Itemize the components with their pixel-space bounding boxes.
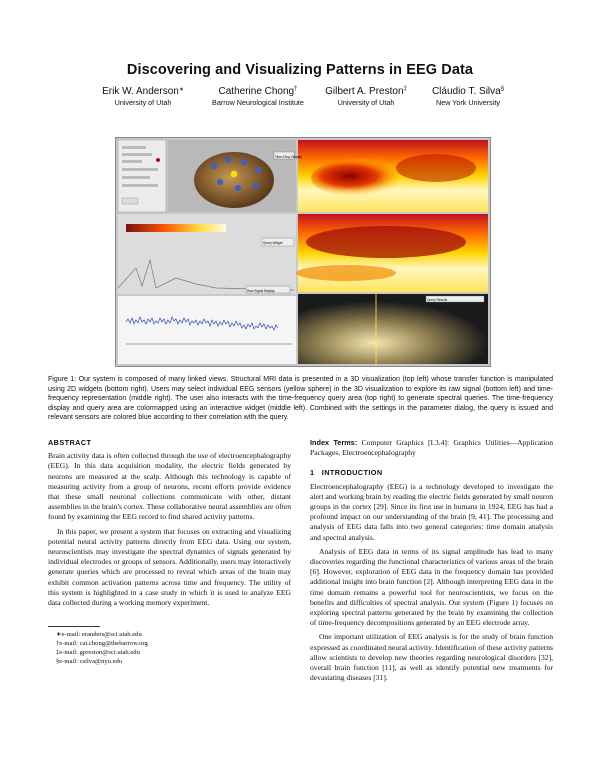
left-column xyxy=(48,438,291,612)
footnote: ‡e-mail: gpreston@sci.utah.edu xyxy=(56,649,140,656)
footnote: ∗e-mail: eranders@sci.utah.edu xyxy=(56,631,142,638)
footnote-rule xyxy=(48,626,100,627)
intro-number: 1 xyxy=(310,468,315,478)
abstract-paragraph: In this paper, we present a system that focuses on extracting and visualizing potential neural activity patterns directly from EEG data. Using our system, neuroscientists may investigate the spectral dynamics of signals generated by individual electrodes or groups of sensors. Additionally, users may interactively generate queries which are processed to reveal which areas of the brain may exhibit common activation patterns across time and frequency. The utility of this system is highlighted in a case study in which it is used to analyze EEG data collected during a working memory experiment. xyxy=(48,526,291,608)
author-name: Catherine Chong xyxy=(218,86,295,97)
index-terms-label: Index Terms: xyxy=(310,438,358,447)
label-query-results: Query Results xyxy=(427,298,448,302)
figure-1 xyxy=(115,137,491,367)
abstract-heading: ABSTRACT xyxy=(48,438,92,447)
right-column xyxy=(310,438,553,687)
intro-paragraph: Electroencephalography (EEG) is a technology developed to investigate the alert and working brain by reading the electric fields generated by small neuron groups in the cortex [29]. Since its first use in humans in 1924, EEG has had a profound impact on our understanding of the brain [9, 41]. The processing and analysis of EEG data falls into two general categories: time domain analysis and spectral analysis. xyxy=(310,481,553,542)
intro-paragraph: One important utilization of EEG analysis is for the study of brain function expressed as coordinated neural activity. Identification of these activity patterns allow scientists to develop new theories regarding neurological disorders [32], overall brain function [11], as well as identify potential new treatments for devastating diseases [31]. xyxy=(310,632,553,683)
intro-title: INTRODUCTION xyxy=(321,468,383,478)
author-name: Gilbert A. Preston xyxy=(325,86,404,97)
footnote: †e-mail: cat.chong@thebarrow.org xyxy=(56,640,148,647)
author-affiliation: University of Utah xyxy=(114,98,172,107)
author-mark: ‡ xyxy=(403,86,407,92)
index-terms xyxy=(310,438,553,458)
author-affiliation: University of Utah xyxy=(337,98,395,107)
author-affiliation: Barrow Neurological Institute xyxy=(212,98,304,107)
footnote: §e-mail: csilva@nyu.edu xyxy=(56,658,123,665)
label-time-freq: Time-Freq. Display xyxy=(275,155,302,159)
label-query-widget: Query Widget xyxy=(263,241,283,245)
intro-paragraph: Analysis of EEG data in terms of its signal amplitude has lead to many discoveries regarding the functional characteristics of various areas of the brain [6]. However, exploration of EEG data in the frequency domain has provided additional insight into brain function [2]. Although interpreting EEG data in the time domain remains a powerful tool for neuroscientists, we focus on the benefits and difficulties of spectral analysis. Our system (Figure 1) focuses on exploring spectral patterns generated by the brain by examining the collection of time-frequency decompositions generated by an EEG electrode array. xyxy=(310,546,553,628)
author-mark: § xyxy=(500,86,505,92)
author-affiliation: New York University xyxy=(436,98,500,107)
author-mark: † xyxy=(294,86,298,92)
intro-heading xyxy=(310,468,553,478)
author-4 xyxy=(393,86,543,107)
paper-title: Discovering and Visualizing Patterns in EEG Data xyxy=(126,62,474,78)
figure-1-image xyxy=(116,138,490,366)
author-mark: ∗ xyxy=(178,87,184,93)
figure-caption: Figure 1: Our system is composed of many linked views. Structural MRI data is presented in a 3D visualization (top left) whose transfer function is manipulated using 2D widgets (bottom right). Users may select individual EEG sensors (yellow sphere) in the 3D visualization to explore its raw signal (bottom left) and time-frequency representation (middle right). The user also interacts with the time-frequency query area (top right) to generate spectral queries. The time-frequency display and query area are colormapped using an interactive widget (middle left). Combined with the settings in the parameter dialog, the query is issued and relevant sensors are colored blue according to their correlation with the query. xyxy=(48,376,553,422)
abstract-paragraph: Brain activity data is often collected through the use of electroencephalography (EEG). In this data acquisition modality, the electric fields generated by neurons are measured at the scalp. Although this technology is capable of measuring activity from a group of neurons, recent efforts provide evidence that these small neuronal collections communicate with other, distant assemblies in the brain's cortex. These collaborative neural assemblies are often found by examining the EEG record to find shared activity patterns. xyxy=(48,451,291,522)
footnotes xyxy=(56,630,286,666)
author-name: Cláudio T. Silva xyxy=(431,86,501,97)
label-raw-signal: Raw Signal Display xyxy=(247,289,275,293)
index-terms-text: Computer Graphics [I.3.4]: Graphics Utilities—Application Packages, Electroencephalography xyxy=(310,438,553,458)
author-name: Erik W. Anderson xyxy=(102,86,179,97)
